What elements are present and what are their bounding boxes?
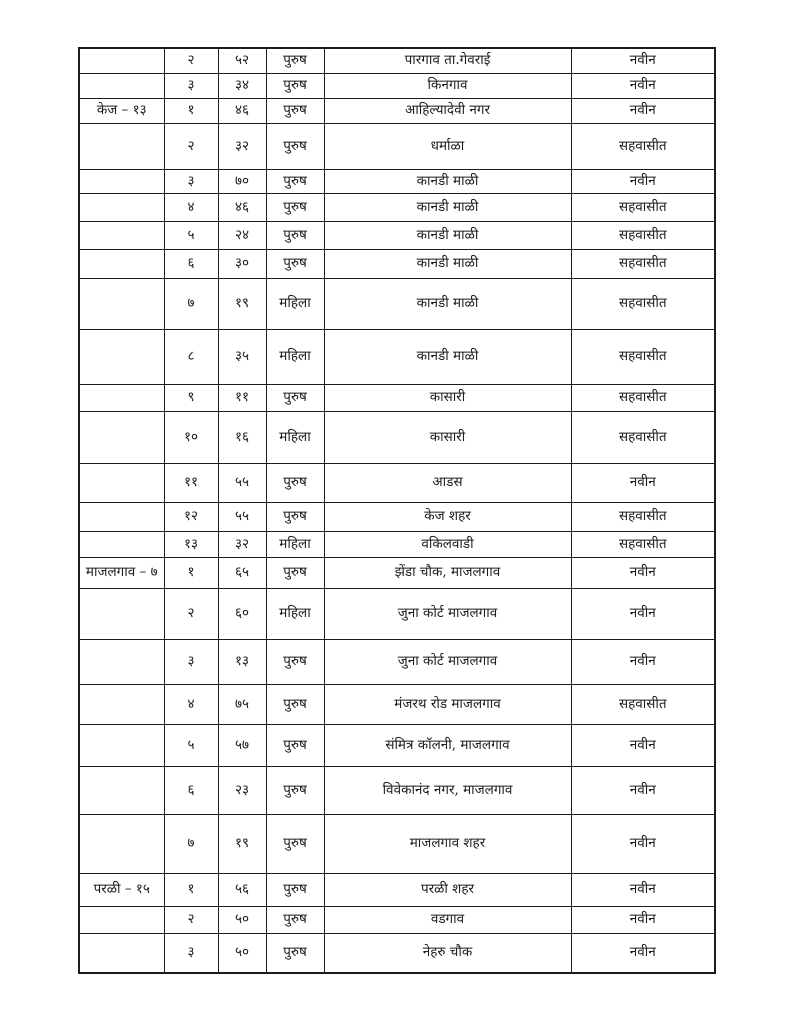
age-cell: ११	[218, 384, 266, 411]
status-cell: नवीन	[571, 906, 715, 933]
place-cell: कासारी	[324, 411, 571, 463]
age-cell: ३२	[218, 531, 266, 557]
place-cell: कानडी माळी	[324, 249, 571, 278]
place-cell: कासारी	[324, 384, 571, 411]
gender-cell: महिला	[266, 411, 324, 463]
age-cell: ६०	[218, 588, 266, 639]
gender-cell: पुरुष	[266, 873, 324, 906]
sr-no-cell: ७	[164, 814, 218, 873]
status-cell: नवीन	[571, 463, 715, 502]
age-cell: ६५	[218, 557, 266, 588]
area-cell	[79, 814, 164, 873]
status-cell: नवीन	[571, 169, 715, 193]
place-cell: कानडी माळी	[324, 329, 571, 384]
sr-no-cell: ३	[164, 169, 218, 193]
status-cell: नवीन	[571, 639, 715, 684]
age-cell: १९	[218, 278, 266, 329]
sr-no-cell: ६	[164, 766, 218, 814]
area-cell	[79, 278, 164, 329]
table-row	[79, 98, 715, 123]
place-cell: कानडी माळी	[324, 169, 571, 193]
sr-no-cell: ३	[164, 639, 218, 684]
area-cell	[79, 411, 164, 463]
status-cell: सहवासीत	[571, 278, 715, 329]
age-cell: ५७	[218, 724, 266, 766]
age-cell: २४	[218, 221, 266, 249]
sr-no-cell: ७	[164, 278, 218, 329]
sr-no-cell: २	[164, 588, 218, 639]
place-cell: पारगाव ता.गेवराई	[324, 48, 571, 73]
status-cell: सहवासीत	[571, 531, 715, 557]
table-row	[79, 502, 715, 531]
table-row	[79, 724, 715, 766]
area-cell	[79, 933, 164, 973]
gender-cell: पुरुष	[266, 463, 324, 502]
area-cell	[79, 724, 164, 766]
table-row	[79, 766, 715, 814]
place-cell: जुना कोर्ट माजलगाव	[324, 639, 571, 684]
age-cell: २३	[218, 766, 266, 814]
area-cell	[79, 169, 164, 193]
age-cell: ३२	[218, 123, 266, 169]
gender-cell: पुरुष	[266, 123, 324, 169]
age-cell: ५०	[218, 906, 266, 933]
status-cell: सहवासीत	[571, 411, 715, 463]
age-cell: ५२	[218, 48, 266, 73]
age-cell: ३५	[218, 329, 266, 384]
sr-no-cell: ४	[164, 684, 218, 724]
status-cell: नवीन	[571, 48, 715, 73]
sr-no-cell: २	[164, 123, 218, 169]
age-cell: ७०	[218, 169, 266, 193]
gender-cell: पुरुष	[266, 98, 324, 123]
table-row	[79, 933, 715, 973]
table-row	[79, 411, 715, 463]
table-row	[79, 73, 715, 98]
status-cell: नवीन	[571, 933, 715, 973]
age-cell: ७५	[218, 684, 266, 724]
gender-cell: पुरुष	[266, 933, 324, 973]
table-row	[79, 48, 715, 73]
status-cell: नवीन	[571, 98, 715, 123]
area-cell	[79, 906, 164, 933]
gender-cell: पुरुष	[266, 814, 324, 873]
place-cell: कानडी माळी	[324, 221, 571, 249]
place-cell: जुना कोर्ट माजलगाव	[324, 588, 571, 639]
status-cell: सहवासीत	[571, 123, 715, 169]
age-cell: ५६	[218, 873, 266, 906]
area-cell	[79, 684, 164, 724]
status-cell: सहवासीत	[571, 684, 715, 724]
place-cell: माजलगाव शहर	[324, 814, 571, 873]
area-cell: माजलगाव – ७	[79, 557, 164, 588]
area-cell	[79, 221, 164, 249]
sr-no-cell: १	[164, 873, 218, 906]
status-cell: सहवासीत	[571, 384, 715, 411]
table-row	[79, 123, 715, 169]
sr-no-cell: १२	[164, 502, 218, 531]
table-row	[79, 384, 715, 411]
area-cell	[79, 502, 164, 531]
area-cell	[79, 73, 164, 98]
area-cell	[79, 588, 164, 639]
gender-cell: पुरुष	[266, 249, 324, 278]
table-row	[79, 463, 715, 502]
sr-no-cell: २	[164, 48, 218, 73]
area-cell	[79, 766, 164, 814]
table-row	[79, 278, 715, 329]
place-cell: वडगाव	[324, 906, 571, 933]
area-cell	[79, 329, 164, 384]
table-row	[79, 557, 715, 588]
status-cell: सहवासीत	[571, 221, 715, 249]
age-cell: ३०	[218, 249, 266, 278]
age-cell: ५५	[218, 502, 266, 531]
sr-no-cell: ३	[164, 73, 218, 98]
table-row	[79, 531, 715, 557]
gender-cell: पुरुष	[266, 169, 324, 193]
sr-no-cell: २	[164, 906, 218, 933]
table-row	[79, 221, 715, 249]
place-cell: कानडी माळी	[324, 193, 571, 221]
status-cell: नवीन	[571, 873, 715, 906]
gender-cell: पुरुष	[266, 384, 324, 411]
place-cell: कानडी माळी	[324, 278, 571, 329]
gender-cell: पुरुष	[266, 557, 324, 588]
status-cell: नवीन	[571, 766, 715, 814]
sr-no-cell: ६	[164, 249, 218, 278]
gender-cell: महिला	[266, 588, 324, 639]
area-cell	[79, 531, 164, 557]
status-cell: सहवासीत	[571, 502, 715, 531]
status-cell: सहवासीत	[571, 193, 715, 221]
register-table	[78, 47, 716, 974]
sr-no-cell: ८	[164, 329, 218, 384]
area-cell	[79, 249, 164, 278]
table-row	[79, 169, 715, 193]
sr-no-cell: ९	[164, 384, 218, 411]
table-row	[79, 249, 715, 278]
place-cell: आहिल्यादेवी नगर	[324, 98, 571, 123]
status-cell: नवीन	[571, 557, 715, 588]
area-cell: परळी – १५	[79, 873, 164, 906]
place-cell: नेहरु चौक	[324, 933, 571, 973]
gender-cell: पुरुष	[266, 766, 324, 814]
age-cell: १६	[218, 411, 266, 463]
place-cell: आडस	[324, 463, 571, 502]
sr-no-cell: ४	[164, 193, 218, 221]
place-cell: संमित्र कॉलनी, माजलगाव	[324, 724, 571, 766]
area-cell: केज – १३	[79, 98, 164, 123]
area-cell	[79, 123, 164, 169]
status-cell: नवीन	[571, 724, 715, 766]
gender-cell: महिला	[266, 531, 324, 557]
status-cell: नवीन	[571, 73, 715, 98]
gender-cell: पुरुष	[266, 48, 324, 73]
place-cell: केज शहर	[324, 502, 571, 531]
place-cell: किनगाव	[324, 73, 571, 98]
sr-no-cell: ३	[164, 933, 218, 973]
age-cell: १३	[218, 639, 266, 684]
age-cell: १९	[218, 814, 266, 873]
table-row	[79, 814, 715, 873]
register-table-body	[79, 48, 715, 973]
sr-no-cell: ५	[164, 221, 218, 249]
table-row	[79, 684, 715, 724]
gender-cell: पुरुष	[266, 193, 324, 221]
gender-cell: पुरुष	[266, 724, 324, 766]
area-cell	[79, 48, 164, 73]
place-cell: धर्माळा	[324, 123, 571, 169]
place-cell: विवेकानंद नगर, माजलगाव	[324, 766, 571, 814]
area-cell	[79, 193, 164, 221]
table-row	[79, 906, 715, 933]
age-cell: ५०	[218, 933, 266, 973]
gender-cell: पुरुष	[266, 221, 324, 249]
place-cell: मंजरथ रोड माजलगाव	[324, 684, 571, 724]
place-cell: झेंडा चौक, माजलगाव	[324, 557, 571, 588]
area-cell	[79, 639, 164, 684]
sr-no-cell: १३	[164, 531, 218, 557]
age-cell: ४६	[218, 98, 266, 123]
sr-no-cell: १०	[164, 411, 218, 463]
gender-cell: पुरुष	[266, 684, 324, 724]
sr-no-cell: १	[164, 98, 218, 123]
sr-no-cell: ५	[164, 724, 218, 766]
place-cell: परळी शहर	[324, 873, 571, 906]
gender-cell: महिला	[266, 278, 324, 329]
table-row	[79, 873, 715, 906]
gender-cell: पुरुष	[266, 73, 324, 98]
place-cell: वकिलवाडी	[324, 531, 571, 557]
area-cell	[79, 463, 164, 502]
gender-cell: महिला	[266, 329, 324, 384]
status-cell: सहवासीत	[571, 329, 715, 384]
status-cell: नवीन	[571, 588, 715, 639]
age-cell: ५५	[218, 463, 266, 502]
table-row	[79, 329, 715, 384]
age-cell: ३४	[218, 73, 266, 98]
gender-cell: पुरुष	[266, 502, 324, 531]
area-cell	[79, 384, 164, 411]
gender-cell: पुरुष	[266, 906, 324, 933]
status-cell: सहवासीत	[571, 249, 715, 278]
sr-no-cell: १	[164, 557, 218, 588]
gender-cell: पुरुष	[266, 639, 324, 684]
status-cell: नवीन	[571, 814, 715, 873]
age-cell: ४६	[218, 193, 266, 221]
table-row	[79, 193, 715, 221]
sr-no-cell: ११	[164, 463, 218, 502]
table-row	[79, 639, 715, 684]
table-row	[79, 588, 715, 639]
